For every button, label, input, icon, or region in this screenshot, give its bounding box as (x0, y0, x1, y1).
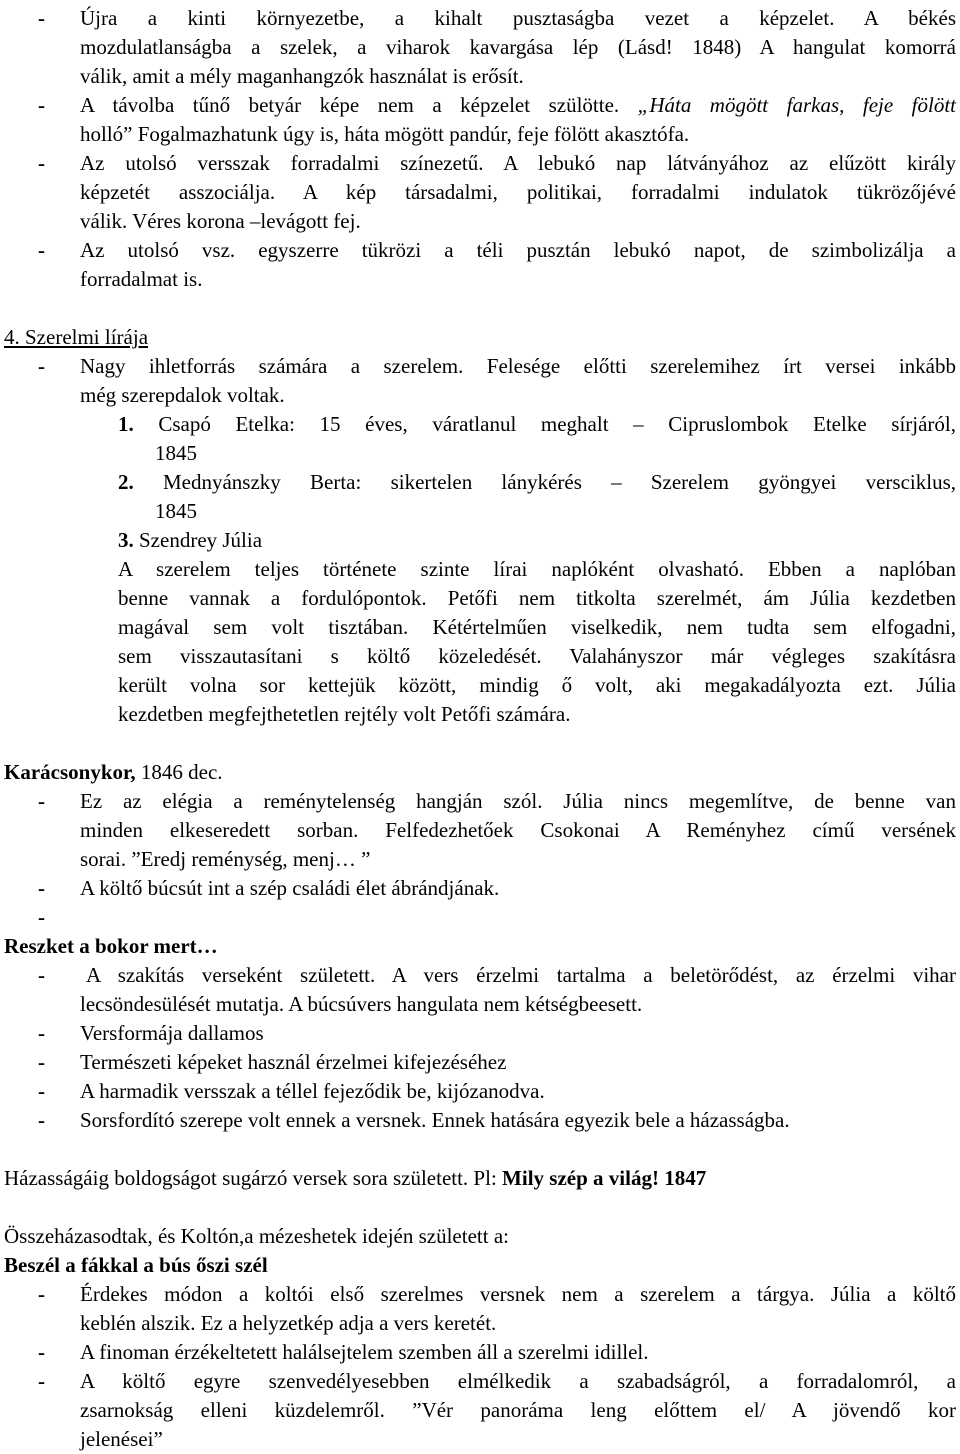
text-line (4, 932, 284, 961)
text-line (80, 62, 524, 91)
text-segment: még szerepdalok voltak. (80, 383, 285, 407)
text-line (4, 323, 184, 352)
list-bullet: - (38, 238, 45, 262)
text-line (80, 4, 956, 33)
text-line (86, 961, 956, 990)
text-line (80, 990, 760, 1019)
text-segment: Nagy ihletforrás számára a szerelem. Felesége előtti szerelemihez írt versei inkább (80, 354, 956, 378)
list-bullet: - (38, 876, 45, 900)
list-bullet: - (38, 1079, 45, 1103)
text-line (118, 700, 678, 729)
list-bullet: - (38, 963, 45, 987)
text-segment: Versformája dallamos (80, 1021, 264, 1045)
text-line (118, 468, 956, 497)
text-segment: 1. (118, 412, 134, 436)
text-line (80, 1425, 200, 1454)
text-line (80, 1106, 940, 1135)
text-segment: zsarnokság elleni küzdelemről. ”Vér panoráma leng előttem el/ A jövendő kor (80, 1398, 956, 1422)
list-bullet: - (38, 1108, 45, 1132)
text-line (80, 120, 860, 149)
text-segment: A finoman érzékeltetett halálsejtelem szemben áll a szerelmi idillel. (80, 1340, 649, 1364)
list-bullet: - (38, 6, 45, 30)
text-segment: Az utolsó versszak forradalmi színezetű. A lebukó nap látványához az elűzött király (80, 151, 956, 175)
text-segment: jelenései” (80, 1427, 163, 1451)
text-line (118, 642, 956, 671)
text-segment: keblén alszik. Ez a helyzetkép adja a vers keretét. (80, 1311, 497, 1335)
text-segment: Karácsonykor, (4, 760, 136, 784)
text-segment: sem visszautasítani s költő közeledését. Valahányszor már végleges szakításra (118, 644, 956, 668)
text-line (4, 1251, 334, 1280)
list-bullet: - (38, 93, 45, 117)
text-line (4, 1164, 864, 1193)
text-line (80, 1309, 580, 1338)
text-line (80, 1280, 956, 1309)
text-line (118, 613, 956, 642)
text-segment: Összeházasodtak, és Koltón,a mézeshetek idején született a: (4, 1224, 509, 1248)
list-bullet: - (38, 905, 45, 929)
list-bullet: - (38, 1340, 45, 1364)
list-bullet: - (38, 1369, 45, 1393)
text-segment: Szendrey Júlia (133, 528, 263, 552)
text-line (80, 816, 956, 845)
text-segment: benne vannak a fordulópontok. Petőfi nem titkolta szerelmét, ám Júlia kezdetben (118, 586, 956, 610)
text-segment: Ez az elégia a reménytelenség hangján szól. Júlia nincs megemlítve, de benne van (80, 789, 956, 813)
text-line (80, 1048, 600, 1077)
text-segment: A távolba tűnő betyár képe nem a képzelet szülötte. (80, 93, 638, 117)
text-segment: magával sem volt tisztában. Kétértelműen viselkedik, nem tudta sem elfogadni, (118, 615, 956, 639)
list-bullet: - (38, 1050, 45, 1074)
text-line (80, 1367, 956, 1396)
text-segment: minden elkeseredett sorban. Felfedezhetőek Csokonai A Reményhez című versének (80, 818, 956, 842)
text-line (80, 1077, 640, 1106)
text-line (118, 584, 956, 613)
text-line (4, 758, 304, 787)
text-segment: A szakítás verseként született. A vers érzelmi tartalma a beletörődést, az érzelmi vihar (86, 963, 956, 987)
text-line (80, 33, 956, 62)
text-line (80, 178, 956, 207)
list-bullet: - (38, 1282, 45, 1306)
text-line (118, 410, 956, 439)
text-segment: 1846 dec. (135, 760, 223, 784)
text-line (155, 497, 215, 526)
list-bullet: - (38, 1021, 45, 1045)
text-line (80, 1019, 310, 1048)
text-segment: Mednyánszky Berta: sikertelen lánykérés – Szerelem gyöngyei versciklus, (133, 470, 956, 494)
text-line (118, 671, 956, 700)
text-segment: került volna sor kettejük között, mindig ő volt, aki megakadályozta ezt. Júlia (118, 673, 956, 697)
text-segment: 3. (118, 528, 134, 552)
list-bullet: - (38, 151, 45, 175)
text-segment: Újra a kinti környezetbe, a kihalt pusztaságba vezet a képzelet. A békés (80, 6, 956, 30)
text-segment: 1845 (155, 499, 197, 523)
text-segment: 1845 (155, 441, 197, 465)
text-segment: holló” Fogalmazhatunk úgy is, háta mögött pandúr, feje fölött akasztófa. (80, 122, 690, 146)
text-segment: sorai. ”Eredj reménység, menj… ” (80, 847, 371, 871)
text-segment: mozdulatlanságba a szelek, a viharok kavargása lép (Lásd! 1848) A hangulat komorrá (80, 35, 956, 59)
text-segment: A költő egyre szenvedélyesebben elmélkedik a szabadságról, a forradalomról, a (80, 1369, 956, 1393)
text-line (118, 526, 318, 555)
text-segment: Csapó Etelka: 15 éves, váratlanul meghalt – Cipruslombok Etelke sírjáról, (133, 412, 956, 436)
text-segment: „Háta mögött farkas, feje fölött (637, 93, 956, 117)
text-segment: A szerelem teljes története szinte lírai naplóként olvasható. Ebben a naplóban (118, 557, 956, 581)
text-segment: forradalmat is. (80, 267, 203, 291)
text-segment: Házasságáig boldogságot sugárzó versek sora született. Pl: (4, 1166, 503, 1190)
list-bullet: - (38, 354, 45, 378)
text-segment: A költő búcsút int a szép családi élet ábrándjának. (80, 876, 500, 900)
text-segment: válik, amit a mély maganhangzók használat is erősít. (80, 64, 524, 88)
text-segment: Beszél a fákkal a bús őszi szél (4, 1253, 268, 1277)
text-line (80, 91, 956, 120)
list-bullet: - (38, 789, 45, 813)
text-line (80, 236, 956, 265)
text-line (80, 352, 956, 381)
text-line (80, 1396, 956, 1425)
text-line (80, 787, 956, 816)
text-line (4, 1222, 644, 1251)
text-segment: képzetét asszociálja. A kép társadalmi, politikai, forradalmi indulatok tükrözőjévé (80, 180, 956, 204)
text-segment: Mily szép a világ! 1847 (502, 1166, 707, 1190)
text-line (80, 207, 420, 236)
text-segment: lecsöndesülését mutatja. A búcsúvers hangulata nem kétségbeesett. (80, 992, 643, 1016)
text-line (80, 845, 430, 874)
text-line (118, 555, 956, 584)
text-segment: Sorsfordító szerepe volt ennek a versnek. Ennek hatására egyezik bele a házasságba. (80, 1108, 790, 1132)
text-segment: 4. Szerelmi lírája (4, 325, 149, 349)
text-line (80, 874, 590, 903)
text-line (80, 381, 310, 410)
text-segment: Érdekes módon a koltói első szerelmes versnek nem a szerelem a tárgya. Júlia a költő (80, 1282, 956, 1306)
text-segment: kezdetben megfejthetetlen rejtély volt Petőfi számára. (118, 702, 571, 726)
text-segment: 2. (118, 470, 134, 494)
text-line (80, 1338, 770, 1367)
text-segment: Természeti képeket használ érzelmei kifejezéséhez (80, 1050, 507, 1074)
text-line (80, 265, 230, 294)
text-segment: Reszket a bokor mert… (4, 934, 218, 958)
text-line (155, 439, 215, 468)
text-segment: Az utolsó vsz. egyszerre tükrözi a téli pusztán lebukó napot, de szimbolizálja a (80, 238, 956, 262)
text-line (80, 903, 90, 932)
text-line (80, 149, 956, 178)
text-segment: válik. Véres korona –levágott fej. (80, 209, 361, 233)
text-segment: A harmadik versszak a téllel fejeződik be, kijózanodva. (80, 1079, 545, 1103)
